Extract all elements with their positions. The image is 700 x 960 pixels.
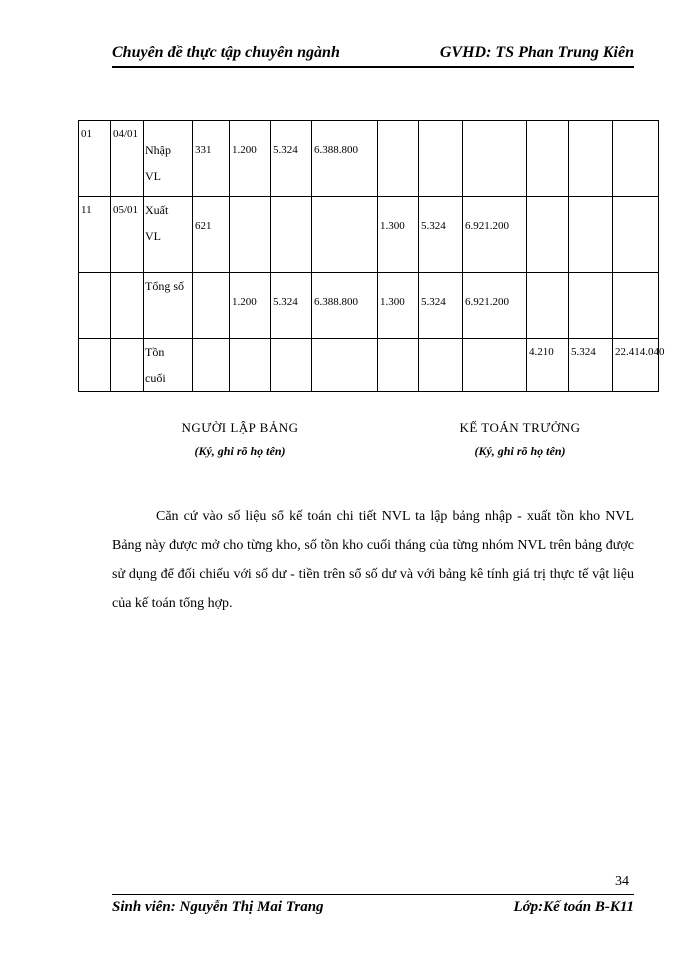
cell-value: 5.324 — [421, 220, 446, 232]
chief-accountant-instruction: (Ký, ghi rõ họ tên) — [474, 444, 566, 458]
table-cell-dien-giai — [144, 197, 193, 273]
footer-student: Sinh viên: Nguyễn Thị Mai Trang — [112, 899, 324, 915]
cell-value: 1.200 — [232, 144, 257, 156]
table-row — [79, 121, 659, 197]
table-cell-ton-sl — [527, 339, 569, 392]
table-cell-xuat-sl — [378, 121, 419, 197]
table-cell-so — [79, 197, 111, 273]
table-cell-nhap-sl — [230, 273, 271, 339]
preparer-title: NGƯỜI LẬP BẢNG — [181, 420, 299, 435]
cell-value: 6.921.200 — [465, 220, 509, 232]
preparer-signature — [120, 420, 360, 459]
table-cell-tk — [193, 121, 230, 197]
table-cell-nhap-sl — [230, 197, 271, 273]
cell-value: 1.300 — [380, 296, 405, 308]
table-cell-ngay — [111, 273, 144, 339]
cell-value: 6.388.800 — [314, 144, 358, 156]
chief-accountant-signature — [400, 420, 640, 459]
description-line: Tồn — [145, 345, 165, 359]
table-cell-ton-tt — [613, 273, 659, 339]
table-cell-nhap-dg — [271, 273, 312, 339]
table-cell-ton-dg — [569, 273, 613, 339]
footer-class: Lớp:Kế toán B-K11 — [513, 899, 634, 915]
table-cell-xuat-tt — [463, 121, 527, 197]
ledger-table — [78, 120, 665, 392]
cell-value: 6.388.800 — [314, 296, 358, 308]
cell-value: 1.300 — [380, 220, 405, 232]
table-cell-nhap-sl — [230, 339, 271, 392]
table-cell-ton-sl — [527, 121, 569, 197]
preparer-instruction: (Ký, ghi rõ họ tên) — [194, 444, 286, 458]
table-cell-ton-tt — [613, 121, 659, 197]
table-cell-ngay — [111, 197, 144, 273]
table-cell-xuat-tt — [463, 339, 527, 392]
table-cell-nhap-dg — [271, 339, 312, 392]
cell-value: 1.200 — [232, 296, 257, 308]
description-line: Xuất — [145, 203, 169, 217]
table-cell-xuat-sl — [378, 273, 419, 339]
table-cell-so — [79, 339, 111, 392]
table-cell-ton-dg — [569, 121, 613, 197]
cell-value: 11 — [81, 204, 92, 216]
description-line: cuối — [145, 371, 166, 385]
cell-value: 01 — [81, 128, 92, 140]
table-cell-ton-dg — [569, 197, 613, 273]
table-cell-ton-sl — [527, 197, 569, 273]
table-cell-xuat-dg — [419, 121, 463, 197]
header-title: Chuyên đề thực tập chuyên ngành — [112, 44, 340, 61]
table-cell-xuat-dg — [419, 197, 463, 273]
cell-value: 5.324 — [273, 296, 298, 308]
table-cell-tk — [193, 197, 230, 273]
table-cell-ton-tt — [613, 339, 665, 392]
table-cell-nhap-dg — [271, 197, 312, 273]
description-line: Nhập — [145, 143, 171, 157]
table-cell-dien-giai — [144, 339, 193, 392]
cell-value: 4.210 — [529, 346, 554, 358]
table-cell-xuat-dg — [419, 339, 463, 392]
table-cell-nhap-dg — [271, 121, 312, 197]
table-cell-ton-dg — [569, 339, 613, 392]
page-header — [112, 42, 634, 68]
cell-value: 5.324 — [571, 346, 596, 358]
table-cell-ton-tt — [613, 197, 659, 273]
table-cell-nhap-tt — [312, 197, 378, 273]
table-row — [79, 339, 659, 392]
cell-value: 5.324 — [273, 144, 298, 156]
description-line: Tổng số — [145, 279, 184, 293]
table-row — [79, 197, 659, 273]
description-line: VL — [145, 229, 161, 243]
table-cell-xuat-sl — [378, 339, 419, 392]
cell-value: 04/01 — [113, 128, 139, 140]
cell-value: 22.414.040 — [615, 346, 665, 358]
cell-value: 5.324 — [421, 296, 446, 308]
table-cell-ton-sl — [527, 273, 569, 339]
table-cell-nhap-tt — [312, 273, 378, 339]
cell-value: 331 — [195, 144, 212, 156]
table-cell-so — [79, 121, 111, 197]
table-cell-nhap-sl — [230, 121, 271, 197]
description-line — [144, 299, 192, 325]
table-cell-xuat-sl — [378, 197, 419, 273]
description-line: VL — [145, 169, 161, 183]
table-cell-tk — [193, 273, 230, 339]
cell-value: 621 — [195, 220, 212, 232]
table-cell-nhap-tt — [312, 339, 378, 392]
chief-accountant-title: KẾ TOÁN TRƯỞNG — [459, 420, 581, 435]
table-cell-xuat-tt — [463, 273, 527, 339]
page-footer — [112, 894, 634, 918]
body-paragraph — [112, 502, 634, 618]
table-cell-xuat-tt — [463, 197, 527, 273]
paragraph-text: Căn cứ vào số liệu sổ kế toán chi tiết NVL ta lập bảng nhập - xuất tồn kho NVL Bảng này được mở cho từng kho, số tồn kho cuối tháng của từng nhóm NVL trên bảng được sử dụng để đối chiếu với số dư - tiền trên sổ số dư và với bảng kê tính giá trị thực tế vật liệu của kế toán tổng hợp. — [112, 509, 634, 611]
table-cell-dien-giai — [144, 273, 193, 339]
table-cell-nhap-tt — [312, 121, 378, 197]
table-cell-xuat-dg — [419, 273, 463, 339]
table-row — [79, 273, 659, 339]
table-cell-dien-giai — [144, 121, 193, 197]
page-number: 34 — [615, 874, 629, 889]
table-cell-so — [79, 273, 111, 339]
header-supervisor: GVHD: TS Phan Trung Kiên — [439, 44, 634, 61]
table-cell-ngay — [111, 121, 144, 197]
cell-value: 6.921.200 — [465, 296, 509, 308]
table-cell-ngay — [111, 339, 144, 392]
table-cell-tk — [193, 339, 230, 392]
cell-value: 05/01 — [113, 204, 139, 216]
